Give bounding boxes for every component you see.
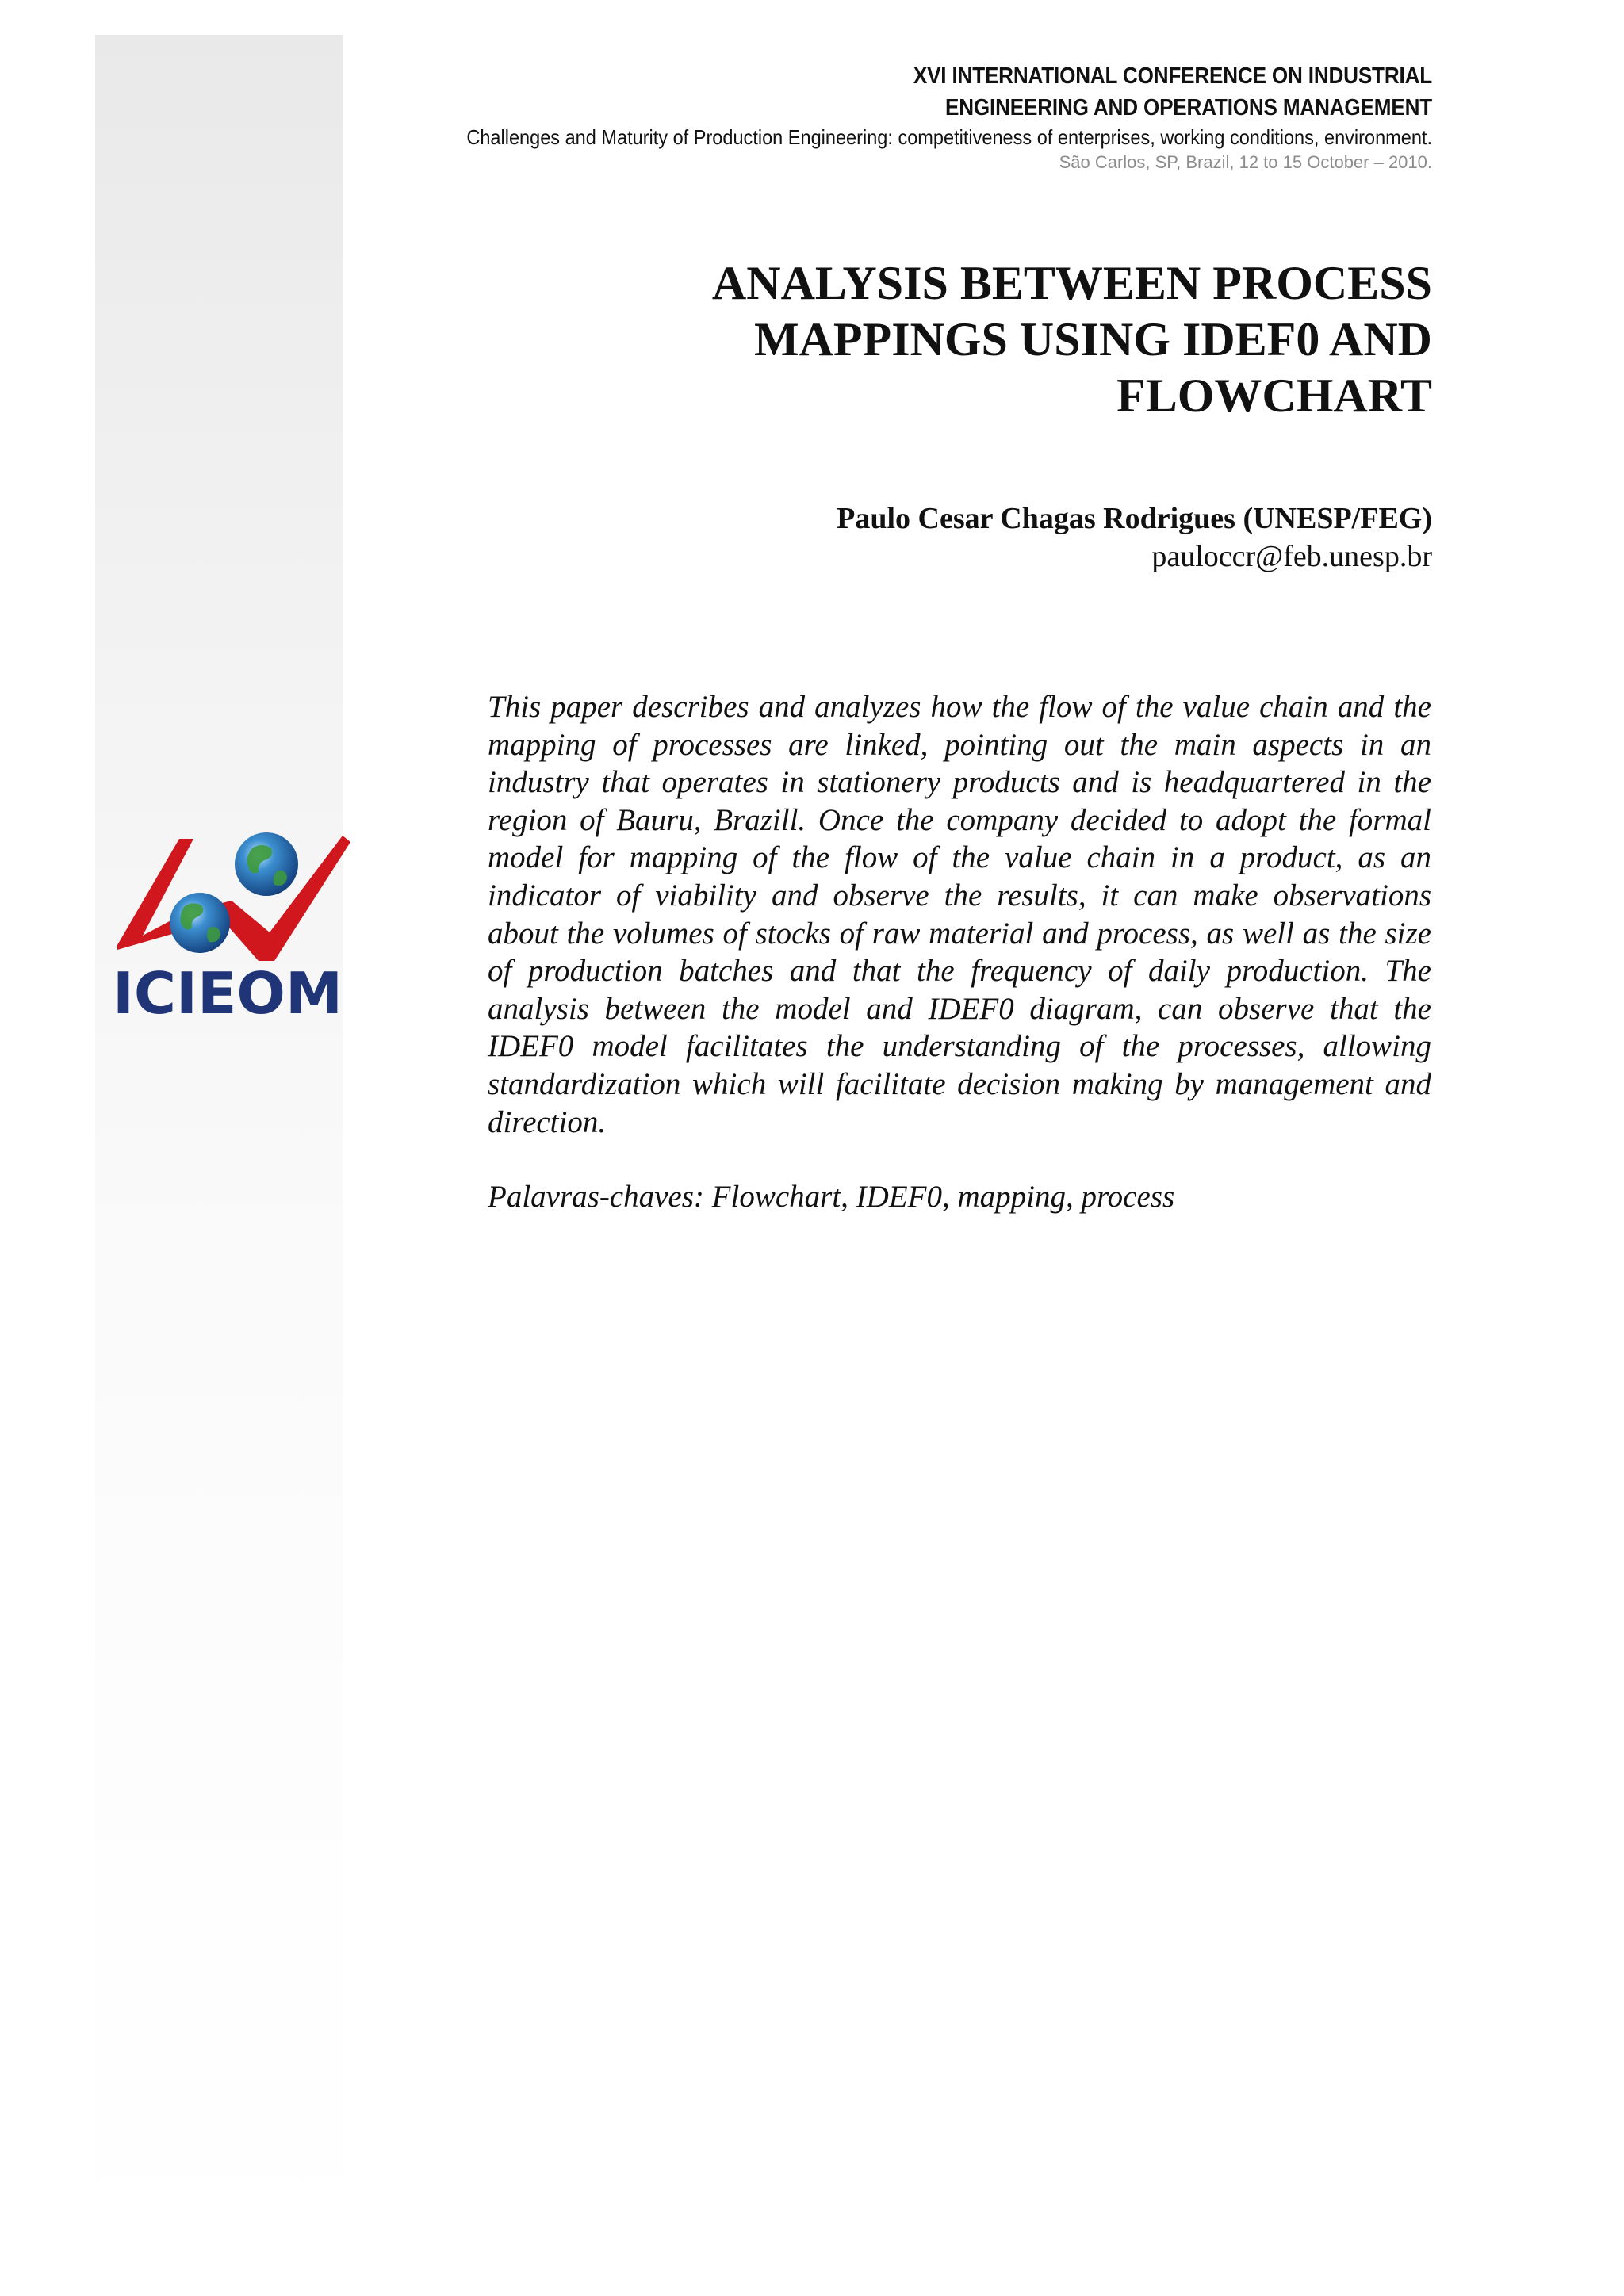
logo-wordmark: ICIEOM	[113, 960, 343, 1023]
conference-location: São Carlos, SP, Brazil, 12 to 15 October – 2010.	[1059, 152, 1432, 172]
paper-title-line1: ANALYSIS BETWEEN PROCESS	[711, 257, 1432, 309]
author-block	[639, 499, 1432, 576]
abstract: This paper describes and analyzes how the flow of the value chain and the mapping of processes are linked, pointing out the main aspects in an industry that operates in stationery products and is headquartered in the region of Bauru, Brazill. Once the company decided to adopt the formal model for mapping of the flow of the value chain in a product, as an indicator of viability and observe the results, it can make observations about the volumes of stocks of raw material and process, as well as the size of production batches and that the frequency of daily production. The analysis between the model and IDEF0 diagram, can observe that the IDEF0 model facilitates the understanding of the processes, allowing standardization which will facilitate decision making by management and direction.	[488, 690, 1431, 1139]
page-sidebar	[95, 35, 343, 2296]
icieom-logo-graphic	[111, 825, 357, 1023]
globe-left-icon	[170, 893, 230, 953]
author-email: pauloccr@feb.unesp.br	[1151, 540, 1432, 573]
keywords: Palavras-chaves: Flowchart, IDEF0, mapping, process	[488, 1180, 1175, 1214]
globe-right-icon	[235, 832, 298, 896]
paper-title-line3: FLOWCHART	[1116, 369, 1432, 422]
paper-title	[639, 255, 1432, 424]
author-name: Paulo Cesar Chagas Rodrigues (UNESP/FEG)	[837, 502, 1432, 535]
conference-title-line2: ENGINEERING AND OPERATIONS MANAGEMENT	[945, 95, 1432, 121]
logo-swoosh	[117, 836, 350, 961]
icieom-logo	[111, 825, 357, 1023]
conference-title-line1: XVI INTERNATIONAL CONFERENCE ON INDUSTRIAL	[913, 63, 1432, 89]
conference-subtitle: Challenges and Maturity of Production Engineering: competitiveness of enterprises, working conditions, environment.	[466, 125, 1432, 149]
paper-title-line2: MAPPINGS USING IDEF0 AND	[753, 313, 1432, 365]
conference-header	[322, 60, 1432, 174]
